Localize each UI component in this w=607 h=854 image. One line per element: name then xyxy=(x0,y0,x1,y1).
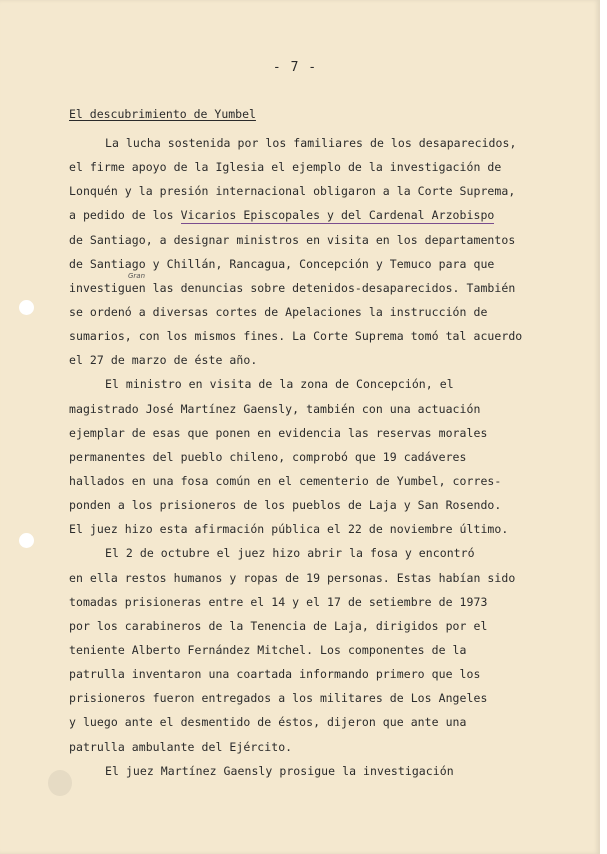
text-line xyxy=(69,203,539,227)
text-line: en ella restos humanos y ropas de 19 personas. Estas habían sido xyxy=(69,570,516,585)
text-line: ejemplar de esas que ponen en evidencia las reservas morales xyxy=(69,425,488,440)
punch-hole xyxy=(19,300,34,315)
text-line: el 27 de marzo de éste año. xyxy=(69,353,258,368)
page-number: - 7 - xyxy=(272,60,318,75)
text-line: prisioneros fueron entregados a los militares de Los Angeles xyxy=(69,691,488,706)
text-line-start: a pedido de los xyxy=(69,208,181,223)
text-line: hallados en una fosa común en el cementerio de Yumbel, corres- xyxy=(69,473,502,488)
text-line: patrulla ambulante del Ejército. xyxy=(69,739,293,754)
handwritten-margin-note: Gran xyxy=(128,272,146,280)
text-line: y luego ante el desmentido de éstos, dijeron que ante una xyxy=(69,715,467,730)
text-line: teniente Alberto Fernández Mitchel. Los componentes de la xyxy=(69,642,467,657)
text-line: investiguen las denuncias sobre detenidos-desaparecidos. También xyxy=(69,280,516,295)
text-line: El ministro en visita de la zona de Concepción, el xyxy=(105,377,454,392)
text-line: permanentes del pueblo chileno, comprobó que 19 cadáveres xyxy=(69,449,467,464)
section-heading: El descubrimiento de Yumbel xyxy=(69,107,256,121)
text-line: ponden a los prisioneros de los pueblos de Laja y San Rosendo. xyxy=(69,498,502,513)
text-line: el firme apoyo de la Iglesia el ejemplo de la investigación de xyxy=(69,160,502,175)
text-line: por los carabineros de la Tenencia de Laja, dirigidos por el xyxy=(69,618,488,633)
underlined-phrase: Vicarios Episcopales y del Cardenal Arzobispo xyxy=(180,208,495,223)
text-line: sumarios, con los mismos fines. La Corte Suprema tomó tal acuerdo xyxy=(69,329,523,344)
text-line: magistrado José Martínez Gaensly, también con una actuación xyxy=(69,401,481,416)
text-line: de Santiago y Chillán, Rancagua, Concepción y Temuco para que xyxy=(69,256,495,271)
punch-hole xyxy=(19,533,34,548)
text-line: de Santiago, a designar ministros en visita en los departamentos xyxy=(69,232,516,247)
body-text xyxy=(69,131,539,783)
text-line: Lonquén y la presión internacional obligaron a la Corte Suprema, xyxy=(69,184,516,199)
text-line: El juez hizo esta afirmación pública el 22 de noviembre último. xyxy=(69,522,509,537)
text-line: La lucha sostenida por los familiares de los desaparecidos, xyxy=(105,136,517,150)
text-line: se ordenó a diversas cortes de Apelaciones la instrucción de xyxy=(69,304,488,319)
text-line: El juez Martínez Gaensly prosigue la investigación xyxy=(105,763,454,778)
text-line: patrulla inventaron una coartada informando primero que los xyxy=(69,667,481,682)
text-line: El 2 de octubre el juez hizo abrir la fosa y encontró xyxy=(105,546,475,561)
text-line: tomadas prisioneras entre el 14 y el 17 de setiembre de 1973 xyxy=(69,594,488,609)
